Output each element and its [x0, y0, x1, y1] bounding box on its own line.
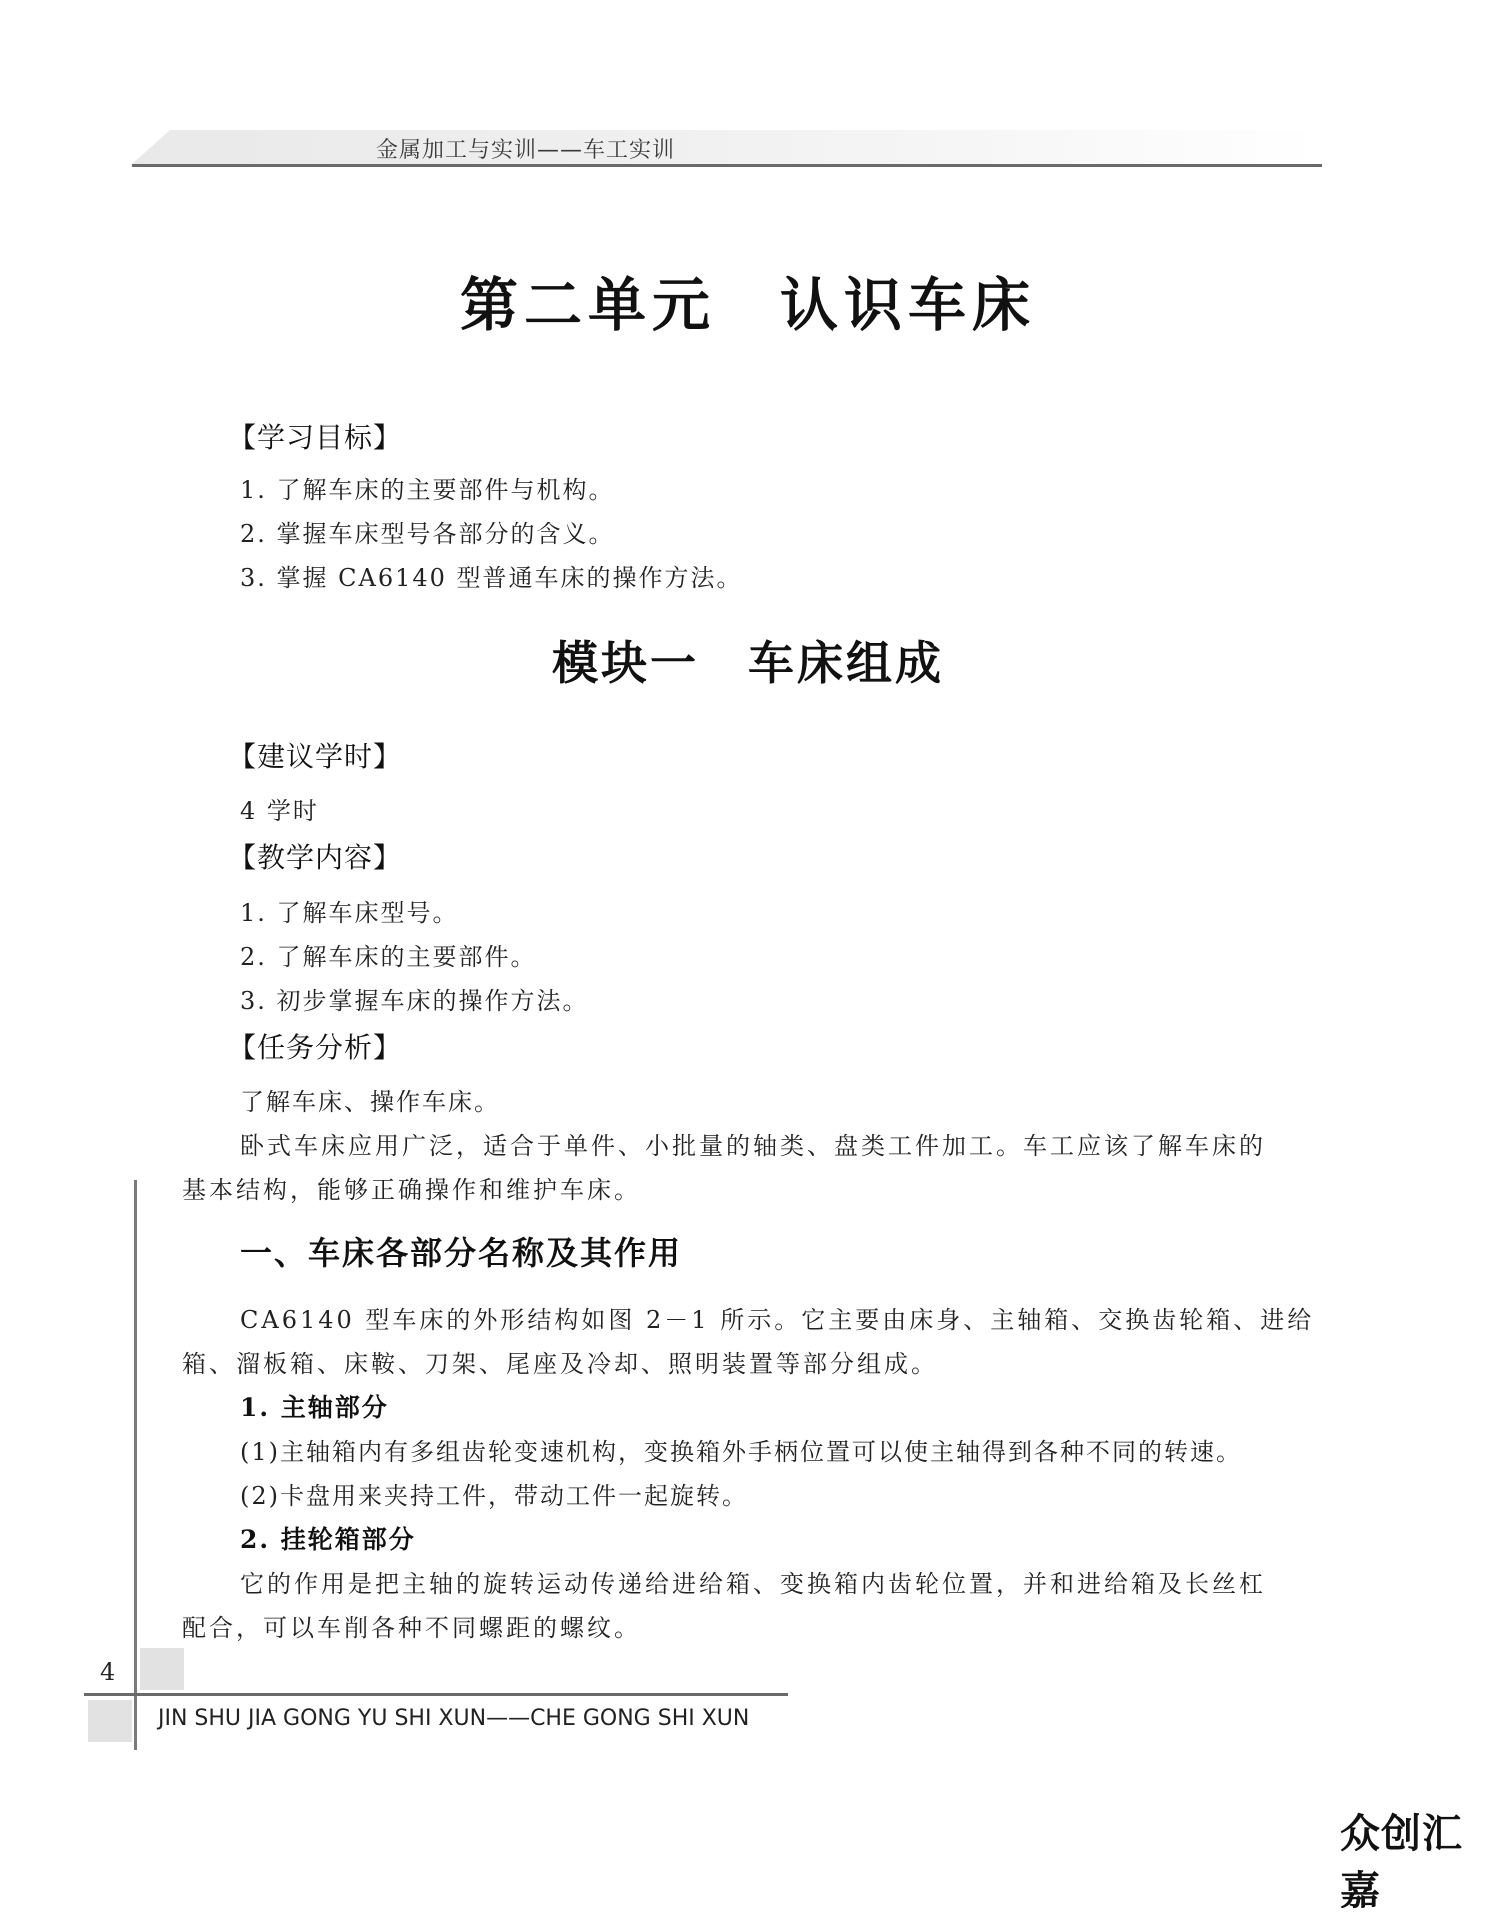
- teaching-content-heading: 【教学内容】: [228, 841, 403, 874]
- footer-decor-square: [140, 1648, 184, 1690]
- footer-decor-square: [88, 1700, 132, 1742]
- header-tab-shape: [132, 130, 1322, 164]
- teaching-content-item: 3. 初步掌握车床的操作方法。: [240, 987, 589, 1015]
- learning-goal-item: 3. 掌握 CA6140 型普通车床的操作方法。: [240, 564, 743, 592]
- suggested-hours-heading: 【建议学时】: [228, 740, 403, 773]
- watermark-logo-text: 众创汇嘉: [1340, 1811, 1463, 1914]
- suggested-hours-value: 4 学时: [240, 797, 319, 825]
- task-analysis-paragraph-line: 卧式车床应用广泛，适合于单件、小批量的轴类、盘类工件加工。车工应该了解车床的: [240, 1132, 1266, 1160]
- task-analysis-line: 了解车床、操作车床。: [240, 1088, 500, 1116]
- learning-goal-item: 2. 掌握车床型号各部分的含义。: [240, 520, 615, 548]
- module-title: 模块一 车床组成: [552, 636, 944, 690]
- unit-title: 第二单元 认识车床: [459, 271, 1036, 339]
- teaching-content-item: 2. 了解车床的主要部件。: [240, 943, 537, 971]
- spindle-item: (2)卡盘用来夹持工件，带动工件一起旋转。: [240, 1482, 748, 1510]
- learning-goal-item: 1. 了解车床的主要部件与机构。: [240, 476, 615, 504]
- section-intro-line: CA6140 型车床的外形结构如图 2－1 所示。它主要由床身、主轴箱、交换齿轮箱、进给: [240, 1306, 1315, 1334]
- task-analysis-heading: 【任务分析】: [228, 1031, 403, 1064]
- subsection-heading-change-gear: 2. 挂轮箱部分: [240, 1525, 416, 1554]
- change-gear-line: 配合，可以车削各种不同螺距的螺纹。: [182, 1614, 641, 1642]
- section-intro-line: 箱、溜板箱、床鞍、刀架、尾座及冷却、照明装置等部分组成。: [182, 1350, 938, 1378]
- page-number: 4: [100, 1658, 116, 1686]
- change-gear-line: 它的作用是把主轴的旋转运动传递给进给箱、变换箱内齿轮位置，并和进给箱及长丝杠: [240, 1570, 1266, 1598]
- footer-rule: [84, 1693, 788, 1696]
- footer-title-pinyin: JIN SHU JIA GONG YU SHI XUN——CHE GONG SHI XUN: [158, 1706, 750, 1731]
- spindle-item: (1)主轴箱内有多组齿轮变速机构，变换箱外手柄位置可以使主轴得到各种不同的转速。: [240, 1438, 1242, 1466]
- section-heading: 一、车床各部分名称及其作用: [240, 1234, 683, 1272]
- subsection-heading-spindle: 1. 主轴部分: [240, 1393, 389, 1422]
- header-rule: [132, 164, 1322, 167]
- teaching-content-item: 1. 了解车床型号。: [240, 899, 459, 927]
- task-analysis-paragraph-line: 基本结构，能够正确操作和维护车床。: [182, 1176, 641, 1204]
- footer-vertical-rule: [134, 1180, 137, 1750]
- running-header-title: 金属加工与实训——车工实训: [376, 138, 676, 163]
- learning-goals-heading: 【学习目标】: [228, 421, 403, 454]
